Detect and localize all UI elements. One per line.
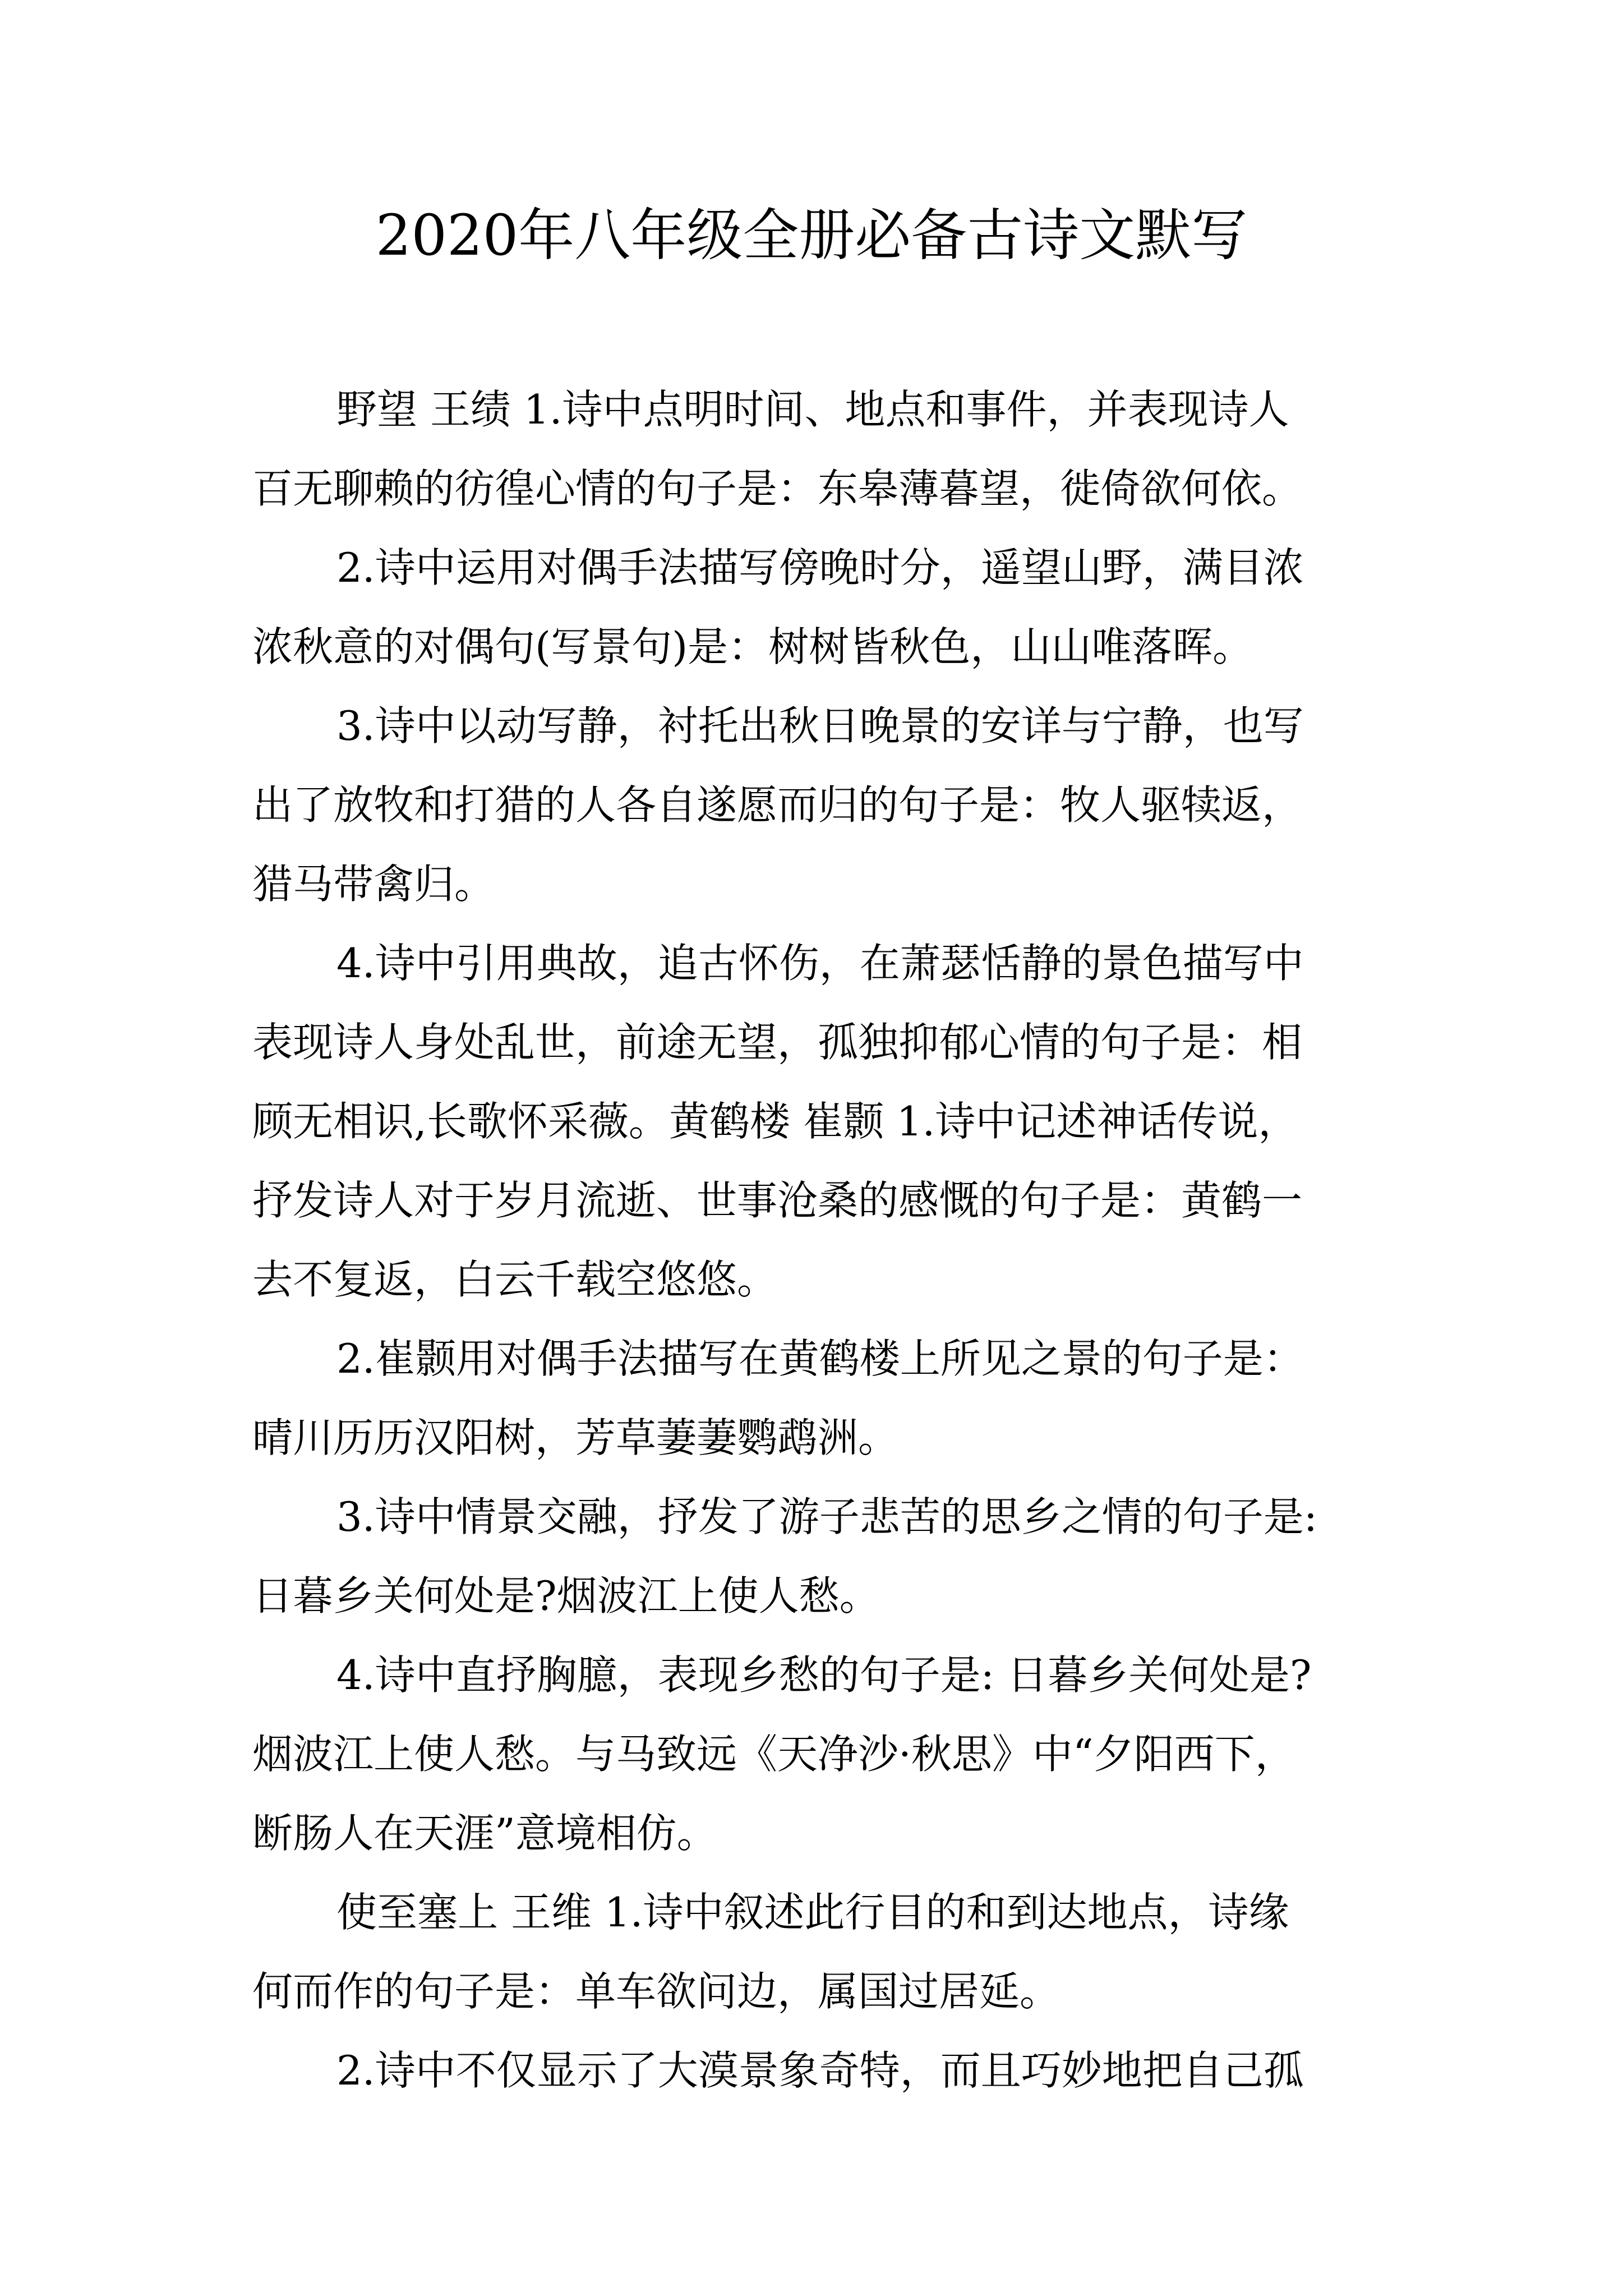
text-line: 烟波江上使人愁。与马致远《天净沙·秋思》中“夕阳西下， <box>252 1731 1295 1778</box>
text-line: 日暮乡关何处是?烟波江上使人愁。 <box>252 1572 880 1619</box>
text-line: 3.诗中以动写静，衬托出秋日晚景的安详与宁静，也写 <box>336 702 1304 749</box>
text-line: 表现诗人身处乱世，前途无望，孤独抑郁心情的句子是：相 <box>252 1019 1303 1066</box>
text-line: 百无聊赖的彷徨心情的句子是：东皋薄暮望，徙倚欲何依。 <box>252 465 1303 512</box>
text-line: 晴川历历汉阳树，芳草萋萋鹦鹉洲。 <box>252 1414 899 1461</box>
text-line: 断肠人在天涯”意境相仿。 <box>252 1810 717 1857</box>
text-line: 浓秋意的对偶句(写景句)是：树树皆秋色，山山唯落晖。 <box>252 623 1253 670</box>
text-line: 出了放牧和打猎的人各自遂愿而归的句子是：牧人驱犊返， <box>252 781 1303 829</box>
document-title: 2020年八年级全册必备古诗文默写 <box>375 203 1248 268</box>
text-line: 4.诗中直抒胸臆，表现乡愁的句子是: 日暮乡关何处是? <box>336 1651 1312 1699</box>
text-line: 使至塞上 王维 1.诗中叙述此行目的和到达地点，诗缘 <box>336 1889 1289 1936</box>
text-line: 抒发诗人对于岁月流逝、世事沧桑的感慨的句子是：黄鹤一 <box>252 1177 1303 1224</box>
text-line: 2.诗中不仅显示了大漠景象奇特，而且巧妙地把自己孤 <box>336 2047 1304 2094</box>
text-line: 何而作的句子是：单车欲问边，属国过居延。 <box>252 1968 1061 2015</box>
text-line: 野望 王绩 1.诗中点明时间、地点和事件，并表现诗人 <box>336 386 1289 433</box>
text-line: 猎马带禽归。 <box>252 861 495 908</box>
text-line: 3.诗中情景交融，抒发了游子悲苦的思乡之情的句子是: <box>336 1493 1317 1540</box>
document-body <box>252 370 1402 2110</box>
text-line: 去不复返，白云千载空悠悠。 <box>252 1256 778 1303</box>
text-line: 4.诗中引用典故，追古怀伤，在萧瑟恬静的景色描写中 <box>336 940 1304 987</box>
text-line: 顾无相识,长歌怀采薇。黄鹤楼 崔颢 1.诗中记述神话传说， <box>252 1098 1299 1145</box>
text-line: 2.崔颢用对偶手法描写在黄鹤楼上所见之景的句子是： <box>336 1335 1304 1382</box>
text-line: 2.诗中运用对偶手法描写傍晚时分，遥望山野，满目浓 <box>336 544 1304 591</box>
